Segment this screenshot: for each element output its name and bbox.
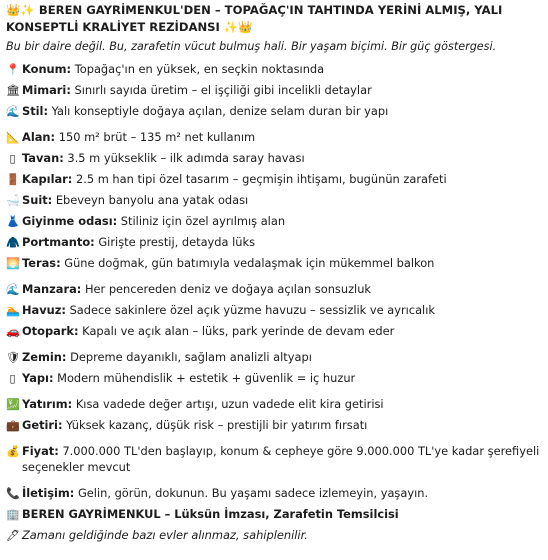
building-icon: 🏢 (6, 508, 20, 521)
feature-text: Sadece sakinlere özel açık yüzme havuzu – sessizlik ve ayrıcalık (69, 303, 435, 317)
feature-label: Zemin: (22, 350, 67, 364)
feature-label: Fiyat: (22, 444, 59, 458)
feature-row-zemin (6, 349, 542, 365)
feature-row-tavan (6, 150, 542, 166)
feature-text: Stiliniz için özel ayrılmış alan (120, 214, 286, 228)
feature-text: Modern mühendislik + estetik + güvenlik = iç huzur (57, 371, 356, 385)
feature-text: Sınırlı sayıda üretim – el işçiliği gibi incelikli detaylar (74, 83, 372, 97)
post-content (6, 2, 542, 543)
wave-icon: 🌊 (6, 105, 20, 118)
feature-text: 150 m² brüt – 135 m² net kullanım (58, 130, 256, 144)
coat-icon: 🧥 (6, 236, 20, 249)
feature-label: Yapı: (22, 371, 54, 385)
feature-text: 2.5 m han tipi özel tasarım – geçmişin ihtişamı, bugünün zarafeti (75, 172, 447, 186)
feature-label: Suit: (22, 193, 53, 207)
feature-label: Alan: (22, 130, 56, 144)
chart-up-icon: 💹 (6, 398, 20, 411)
swimmer-icon: 🏊 (6, 304, 20, 317)
feature-label: Yatırım: (22, 397, 73, 411)
feature-text: Depreme dayanıklı, sağlam analizli altyapı (70, 350, 312, 364)
feature-row-teras (6, 255, 542, 271)
feature-row-mimari (6, 82, 542, 98)
feature-text: Kısa vadede değer artışı, uzun vadede elit kira getirisi (75, 397, 384, 411)
feature-row-havuz (6, 302, 542, 318)
pen-icon: 🖊 (6, 529, 20, 542)
feature-row-manzara (6, 281, 542, 297)
post-title-text: BEREN GAYRİMENKUL'DEN – TOPAĞAÇ'IN TAHTINDA YERİNİ ALMIŞ, YALI KONSEPTLİ KRALİYET REZİDANSI (6, 3, 503, 34)
post-title (6, 2, 542, 36)
feature-text: Gelin, görün, dokunun. Bu yaşamı sadece izlemeyin, yaşayın. (77, 486, 429, 500)
feature-label: Getiri: (22, 418, 63, 432)
feature-text: Topağaç'ın en yüksek, en seçkin noktasında (74, 62, 325, 76)
crown-sparkles-icon: 👑✨ (6, 3, 35, 17)
bathtub-icon: 🛁 (6, 194, 20, 207)
feature-row-stil (6, 103, 542, 119)
sparkles-crown-icon: ✨👑 (223, 20, 253, 34)
feature-text: Girişte prestij, detayda lüks (98, 235, 256, 249)
feature-label: Konum: (22, 62, 72, 76)
feature-label: Havuz: (22, 303, 66, 317)
closing-text: Zamanı geldiğinde bazı evler alınmaz, sahiplenilir. (22, 528, 308, 542)
feature-text: 3.5 m yükseklik – ilk adımda saray havası (67, 151, 305, 165)
feature-row-yapi (6, 370, 542, 386)
feature-row-getiri (6, 417, 542, 433)
feature-row-giyinme-odasi (6, 213, 542, 229)
signature-row (6, 506, 542, 522)
feature-label: Teras: (22, 256, 61, 270)
closing-row (6, 527, 542, 543)
feature-label: Kapılar: (22, 172, 73, 186)
columns-icon: 🏛 (6, 84, 20, 97)
feature-row-kapilar (6, 171, 542, 187)
feature-label: Otopark: (22, 324, 79, 338)
phone-icon: 📞 (6, 487, 20, 500)
feature-row-iletisim (6, 485, 542, 501)
feature-label: Stil: (22, 104, 49, 118)
feature-row-konum (6, 61, 542, 77)
feature-row-suit (6, 192, 542, 208)
sea-wave-icon: 🌊 (6, 283, 20, 296)
feature-row-alan (6, 129, 542, 145)
ruler-icon: 📐 (6, 131, 20, 144)
feature-text: Her pencereden deniz ve doğaya açılan sonsuzluk (84, 282, 372, 296)
shield-icon: 🛡 (6, 351, 20, 364)
missing-glyph-icon: ▯ (9, 372, 16, 385)
car-icon: 🚗 (6, 325, 20, 338)
feature-row-fiyat (6, 443, 542, 475)
sunrise-icon: 🌅 (6, 257, 20, 270)
feature-text: Güne doğmak, gün batımıyla vedalaşmak için mükemmel balkon (64, 256, 435, 270)
post-subtitle: Bu bir daire değil. Bu, zarafetin vücut bulmuş hali. Bir yaşam biçimi. Bir güç göstergesi. (6, 40, 497, 53)
feature-label: Mimari: (22, 83, 71, 97)
feature-label: Giyinme odası: (22, 214, 118, 228)
pin-icon: 📍 (6, 63, 20, 76)
feature-text: 7.000.000 TL'den başlayıp, konum & cepheye göre 9.000.000 TL'ye kadar şerefiyeli seçenekler mevcut (22, 444, 540, 474)
signature-text: BEREN GAYRİMENKUL – Lüksün İmzası, Zarafetin Temsilcisi (22, 507, 399, 521)
feature-label: İletişim: (22, 486, 75, 500)
briefcase-icon: 💼 (6, 419, 20, 432)
missing-glyph-icon: ▯ (9, 152, 16, 165)
feature-row-otopark (6, 323, 542, 339)
feature-text: Kapalı ve açık alan – lüks, park yerinde de devam eder (82, 324, 395, 338)
feature-label: Tavan: (22, 151, 64, 165)
dress-icon: 👗 (6, 215, 20, 228)
money-bag-icon: 💰 (6, 445, 20, 458)
feature-label: Portmanto: (22, 235, 95, 249)
feature-text: Yüksek kazanç, düşük risk – prestijli bir yatırım fırsatı (66, 418, 368, 432)
feature-text: Yalı konseptiyle doğaya açılan, denize selam duran bir yapı (51, 104, 389, 118)
door-icon: 🚪 (6, 173, 20, 186)
feature-row-yatirim (6, 396, 542, 412)
feature-row-portmanto (6, 234, 542, 250)
feature-text: Ebeveyn banyolu ana yatak odası (55, 193, 249, 207)
feature-label: Manzara: (22, 282, 82, 296)
